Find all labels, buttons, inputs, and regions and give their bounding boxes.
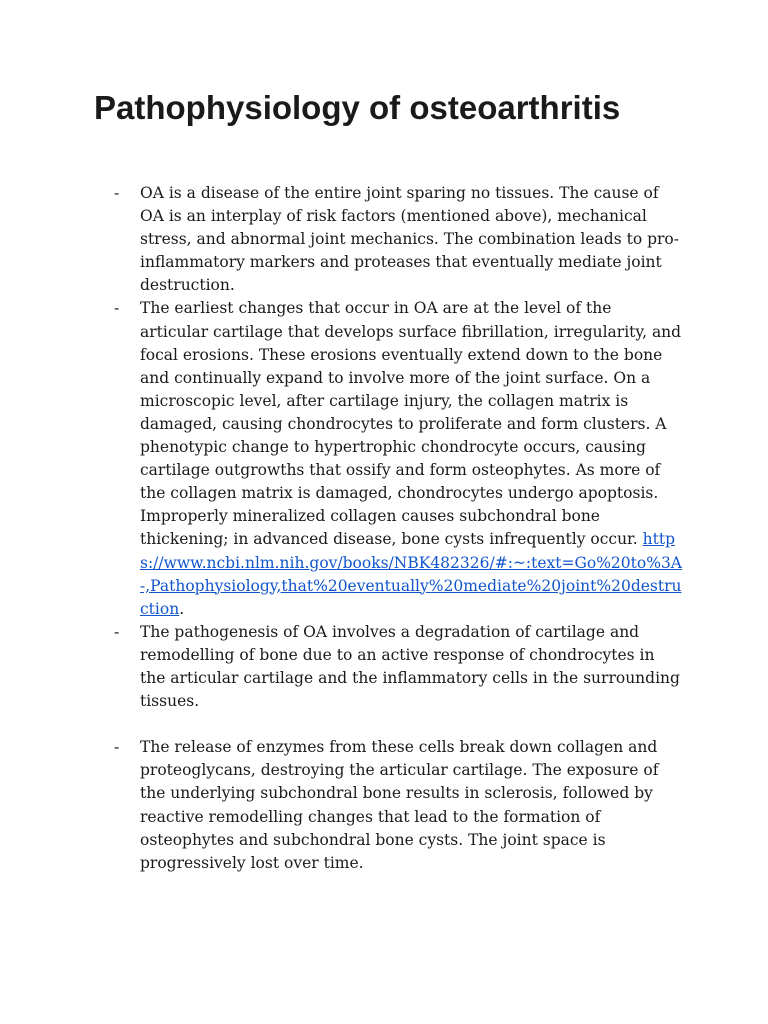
link-trailing-period: . xyxy=(179,599,185,618)
list-item xyxy=(114,182,684,297)
list-item xyxy=(114,621,684,713)
list-item-text: OA is a disease of the entire joint sparing no tissues. The cause of OA is an interplay of risk factors (mentioned above), mechanical stress, and abnormal joint mechanics. The combination leads to pro-inflammatory markers and proteases that eventually mediate joint destruction. xyxy=(140,184,679,295)
page-title: Pathophysiology of osteoarthritis xyxy=(94,89,621,126)
bullet-dash: - xyxy=(114,299,120,318)
bullet-dash: - xyxy=(114,738,120,757)
bullet-list xyxy=(114,182,684,875)
bullet-dash: - xyxy=(114,622,120,641)
bullet-dash: - xyxy=(114,184,120,202)
list-item-content xyxy=(140,297,684,620)
list-item-text: The release of enzymes from these cells break down collagen and proteoglycans, destroying the articular cartilage. The exposure of the underlying subchondral bone results in sclerosis, followed by reactive remodelling changes that lead to the formation of osteophytes and subchondral bone cysts. The joint space is progressively lost over time. xyxy=(140,738,659,872)
list-item-text: The pathogenesis of OA involves a degradation of cartilage and remodelling of bone due to an active response of chondrocytes in the articular cartilage and the inflammatory cells in the surrounding tissues. xyxy=(140,622,680,711)
list-item-text: The earliest changes that occur in OA are at the level of the articular cartilage that develops surface fibrillation, irregularity, and focal erosions. These erosions eventually extend down to the bone and continually expand to involve more of the joint surface. On a microscopic level, after cartilage injury, the collagen matrix is damaged, causing chondrocytes to proliferate and form clusters. A phenotypic change to hypertrophic chondrocyte occurs, causing cartilage outgrowths that ossify and form osteophytes. As more of the collagen matrix is damaged, chondrocytes undergo apoptosis. Improperly mineralized collagen causes subchondral bone thickening; in advanced disease, bone cysts infrequently occur. xyxy=(140,299,682,549)
list-item xyxy=(114,297,684,620)
source-link[interactable]: https://www.ncbi.nlm.nih.gov/books/NBK482326/#:~:text=Go%20to%3A-,Pathophysiology,that%20eventually%20mediate%20joint%20destruction xyxy=(140,530,682,618)
list-item xyxy=(114,736,684,875)
